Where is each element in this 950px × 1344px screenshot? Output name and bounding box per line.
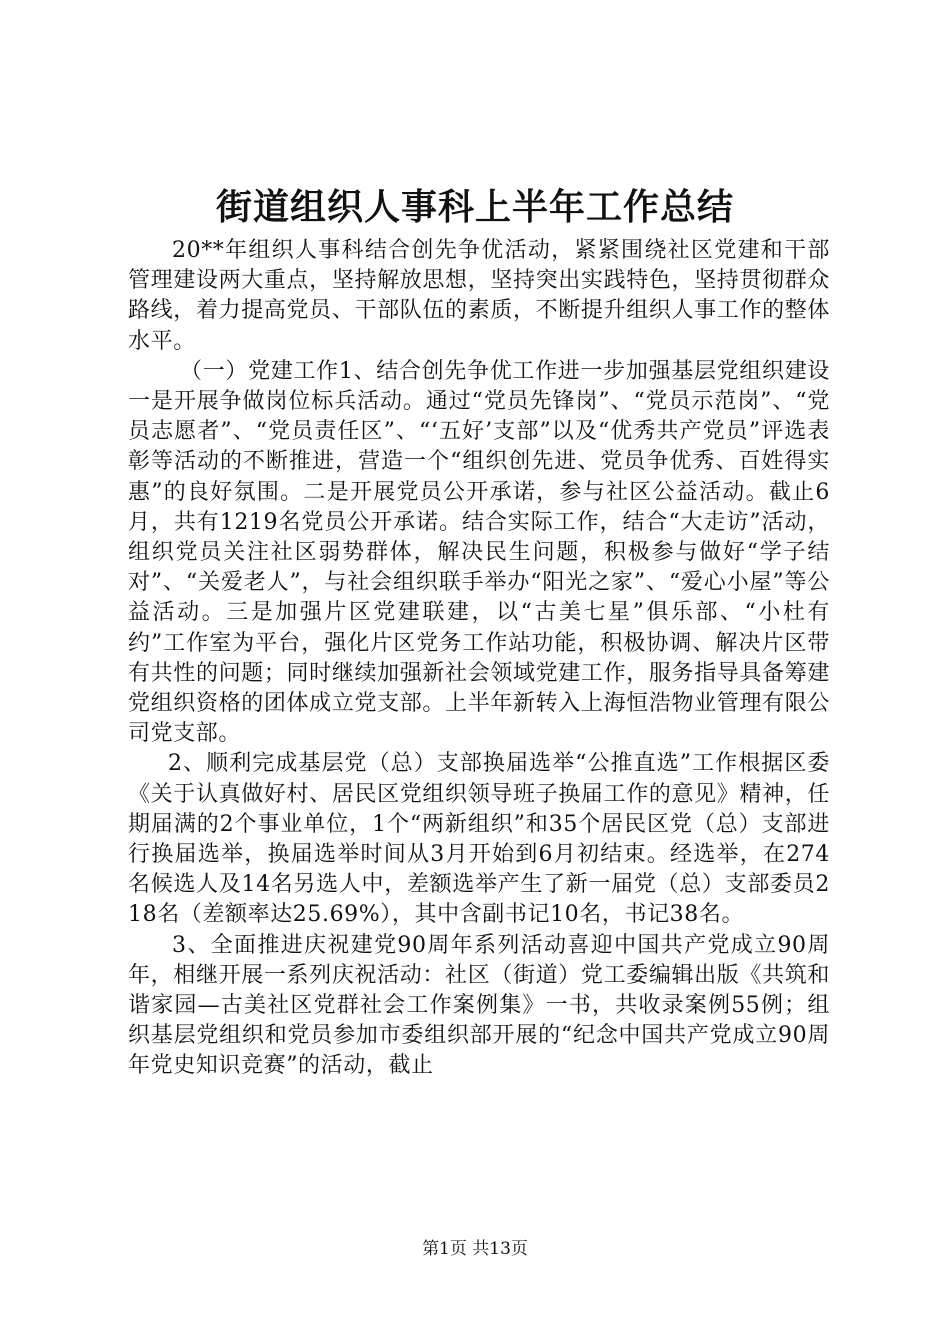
paragraph-election: 2、顺利完成基层党（总）支部换届选举“公推直选”工作根据区委《关于认真做好村、居民区党组织领导班子换届工作的意见》精神，任期届满的2个事业单位，1个“两新组织”和35个居民区党（总）支部进行换届选举，换届选举时间从3月开始到6月初结束。经选举，在274名候选人及14名另选人中，差额选举产生了新一届党（总）支部委员218名（差额率达25.69%），其中含副书记10名，书记38名。	[128, 751, 830, 928]
document-body	[128, 236, 830, 1082]
paragraph-anniversary: 3、全面推进庆祝建党90周年系列活动喜迎中国共产党成立90周年，相继开展一系列庆祝活动：社区（街道）党工委编辑出版《共筑和谐家园—古美社区党群社会工作案例集》一书，共收录案例55例；组织基层党组织和党员参加市委组织部开展的“纪念中国共产党成立90周年党史知识竞赛”的活动，截止	[128, 932, 830, 1079]
paragraph-intro: 20**年组织人事科结合创先争优活动，紧紧围绕社区党建和干部管理建设两大重点，坚持解放思想，坚持突出实践特色，坚持贯彻群众路线，着力提高党员、干部队伍的素质，不断提升组织人事工作的整体水平。	[128, 238, 830, 354]
paragraph-party-building: （一）党建工作1、结合创先争优工作进一步加强基层党组织建设一是开展争做岗位标兵活动。通过“党员先锋岗”、“党员示范岗”、“党员志愿者”、“党员责任区”、“‘五好’支部”以及“优秀共产党员”评选表彰等活动的不断推进，营造一个“组织创先进、党员争优秀、百姓得实惠”的良好氛围。二是开展党员公开承诺，参与社区公益活动。截止6月，共有1219名党员公开承诺。结合实际工作，结合“大走访”活动，组织党员关注社区弱势群体，解决民生问题，积极参与做好“学子结对”、“关爱老人”，与社会组织联手举办“阳光之家”、“爱心小屋”等公益活动。三是加强片区党建联建，以“古美七星”俱乐部、“小杜有约”工作室为平台，强化片区党务工作站功能，积极协调、解决片区带有共性的问题；同时继续加强新社会领域党建工作，服务指导具备筹建党组织资格的团体成立党支部。上半年新转入上海恒浩物业管理有限公司党支部。	[128, 358, 830, 747]
document-title: 街道组织人事科上半年工作总结	[215, 186, 734, 228]
page-number-footer: 第1页 共13页	[422, 1239, 528, 1259]
